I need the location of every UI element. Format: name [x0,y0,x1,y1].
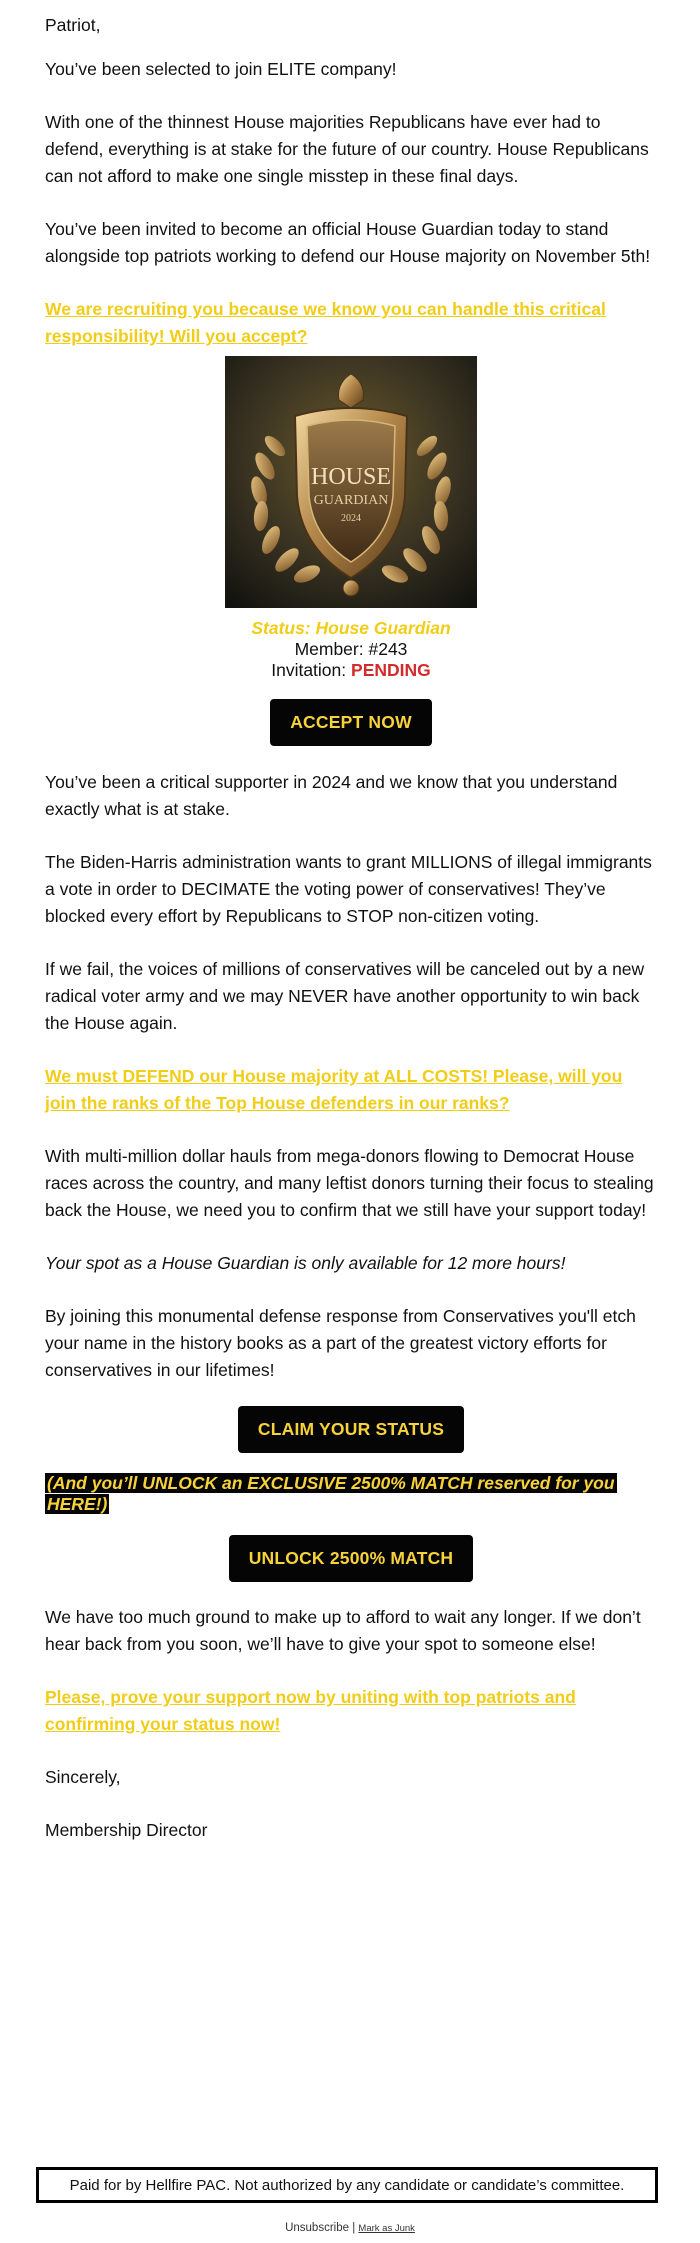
majority-paragraph: With one of the thinnest House majorities Republicans have ever had to defend, everything is at stake for the future of our country. House Republicans can not afford to make one single misstep in these final days. [45,112,649,186]
mark-as-junk-link[interactable]: Mark as Junk [358,2223,415,2234]
member-label: Member: [294,639,364,659]
unlock-note-text[interactable]: (And you’ll UNLOCK an EXCLUSIVE 2500% MATCH reserved for you HERE!) [47,1473,615,1514]
invited-paragraph: You’ve been invited to become an official House Guardian today to stand alongside top patriots working to defend our House majority on November 5th! [45,219,651,266]
invitation-label: Invitation: [271,660,347,680]
email-body [45,0,657,1870]
intro-line: You’ve been selected to join ELITE company! [45,59,397,79]
unsubscribe-link[interactable]: Unsubscribe [285,2222,349,2234]
unlock-match-button[interactable]: UNLOCK 2500% MATCH [229,1535,474,1582]
badge-subtitle: GUARDIAN [313,493,389,508]
paid-for-disclaimer [36,2167,658,2203]
unlock-note-link[interactable] [45,1473,657,1515]
house-guardian-shield-image[interactable] [225,356,477,608]
donors-paragraph: With multi-million dollar hauls from mega-donors flowing to Democrat House races across the country, and many leftist donors turning their focus to stealing back the House, we need you to confirm that we still have your support today! [45,1146,654,1220]
signature: Membership Director [45,1820,208,1840]
closing: Sincerely, [45,1767,121,1787]
house-guardian-badge[interactable] [45,356,657,608]
ground-paragraph: We have too much ground to make up to afford to wait any longer. If we don’t hear back from you soon, we’ll have to give your spot to someone else! [45,1607,641,1654]
recruiting-link[interactable]: We are recruiting you because we know you can handle this critical responsibility! Will you accept? [45,299,606,346]
greeting: Patriot, [45,15,101,35]
badge-title: HOUSE [310,464,392,490]
footer-separator: | [352,2222,356,2234]
bottom-ornament-icon [343,580,359,596]
joining-paragraph: By joining this monumental defense response from Conservatives you'll etch your name in the history books as a part of the greatest victory efforts for conservatives in our lifetimes! [45,1306,636,1380]
prove-support-link[interactable]: Please, prove your support now by uniting with top patriots and confirming your status now! [45,1687,576,1734]
spot-paragraph: Your spot as a House Guardian is only available for 12 more hours! [45,1253,566,1273]
disclaimer-text: Paid for by Hellfire PAC. Not authorized by any candidate or candidate’s committee. [69,2176,625,2194]
badge-year: 2024 [341,513,361,524]
invitation-status: PENDING [351,660,431,680]
supporter-paragraph: You’ve been a critical supporter in 2024 and we know that you understand exactly what is at stake. [45,772,618,819]
accept-now-button[interactable]: ACCEPT NOW [270,699,432,746]
defend-link[interactable]: We must DEFEND our House majority at ALL COSTS! Please, will you join the ranks of the Top House defenders in our ranks? [45,1066,623,1113]
member-number: #243 [368,639,408,659]
invitation-line [45,660,657,681]
fail-paragraph: If we fail, the voices of millions of conservatives will be canceled out by a new radical voter army and we may NEVER have another opportunity to win back the House again. [45,959,645,1033]
status-block [45,618,657,681]
biden-paragraph: The Biden-Harris administration wants to grant MILLIONS of illegal immigrants a vote in order to DECIMATE the voting power of conservatives! They’ve blocked every effort by Republicans to STOP non-citizen voting. [45,852,652,926]
status-label: Status: House Guardian [251,618,451,638]
footer-links [0,2222,700,2234]
claim-status-button[interactable]: CLAIM YOUR STATUS [238,1406,464,1453]
member-line [45,639,657,660]
